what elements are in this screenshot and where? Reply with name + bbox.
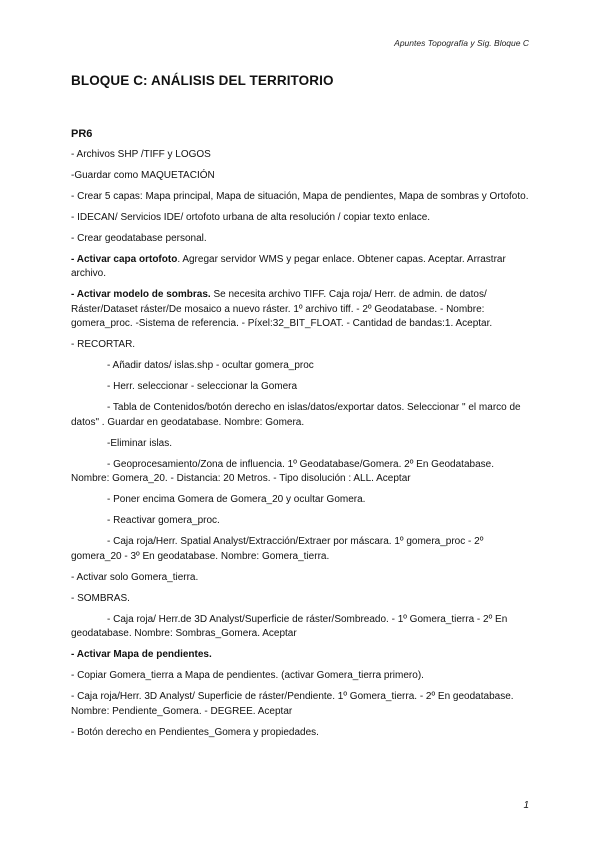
list-item: - Botón derecho en Pendientes_Gomera y propiedades. [71, 726, 319, 738]
page-number: 1 [523, 800, 529, 811]
list-item: - Añadir datos/ islas.shp - ocultar gomera_proc [107, 360, 314, 371]
list-item: - Caja roja/Herr. Spatial Analyst/Extracción/Extraer por máscara. 1º gomera_proc - 2º gomera_20 - 3º En geodatabase. Nombre: Gomera_tierra. [71, 536, 484, 562]
list-item: - Activar solo Gomera_tierra. [71, 571, 199, 583]
list-item: - Archivos SHP /TIFF y LOGOS [71, 148, 211, 160]
list-item: - Crear 5 capas: Mapa principal, Mapa de situación, Mapa de pendientes, Mapa de sombras y Ortofoto. [71, 190, 529, 202]
list-item: - RECORTAR. [71, 339, 136, 350]
list-item: - Caja roja/Herr. 3D Analyst/ Superficie de ráster/Pendiente. 1º Gomera_tierra. - 2º En geodatabase. Nombre: Pendiente_Gomera. - DEGREE. Aceptar [71, 691, 514, 717]
list-item: -Eliminar islas. [107, 437, 173, 449]
page-header: Apuntes Topografía y Sig. Bloque C [394, 38, 529, 48]
list-item: - Herr. seleccionar - seleccionar la Gomera [107, 381, 298, 392]
page-title: BLOQUE C: ANÁLISIS DEL TERRITORIO [71, 73, 334, 88]
bold-lead: - Activar Mapa de pendientes. [71, 649, 212, 660]
bold-lead: - Activar modelo de sombras. [71, 289, 211, 300]
list-item: -Guardar como MAQUETACIÓN [71, 169, 215, 181]
list-item: - Caja roja/ Herr.de 3D Analyst/Superficie de ráster/Sombreado. - 1º Gomera_tierra - 2º En geodatabase. Nombre: Sombras_Gomera. Aceptar [71, 613, 508, 639]
list-item: - Crear geodatabase personal. [71, 232, 207, 244]
list-item: - SOMBRAS. [71, 592, 130, 604]
document-body [71, 127, 531, 747]
section-heading: PR6 [71, 128, 93, 140]
list-item: - Tabla de Contenidos/botón derecho en islas/datos/exportar datos. Seleccionar " el marco de datos" . Guardar en geodatabase. Nombre: Gomera. [71, 402, 521, 428]
list-item: - Copiar Gomera_tierra a Mapa de pendientes. (activar Gomera_tierra primero). [71, 670, 424, 681]
list-item: - Reactivar gomera_proc. [107, 515, 220, 526]
list-item: - Activar capa ortofoto. Agregar servidor WMS y pegar enlace. Obtener capas. Aceptar. Arrastrar archivo. [71, 253, 506, 279]
list-item: - IDECAN/ Servicios IDE/ ortofoto urbana de alta resolución / copiar texto enlace. [71, 211, 431, 223]
list-item: - Poner encima Gomera de Gomera_20 y ocultar Gomera. [107, 494, 366, 505]
list-item [71, 648, 531, 663]
bold-lead: - Activar capa ortofoto [71, 253, 178, 265]
list-item: - Activar modelo de sombras. Se necesita archivo TIFF. Caja roja/ Herr. de admin. de datos/ Ráster/Dataset ráster/De mosaico a nuevo ráster. 1º archivo tiff. - 2º Geodatabase. - Nombre: gomera_proc. -Sistema de referencia. - Píxel:32_BIT_FLOAT. - Cantidad de bandas:1. Aceptar. [71, 289, 493, 329]
list-item: - Geoprocesamiento/Zona de influencia. 1º Geodatabase/Gomera. 2º En Geodatabase. Nombre: Gomera_20. - Distancia: 20 Metros. - Tipo disolución : ALL. Aceptar [71, 458, 494, 484]
